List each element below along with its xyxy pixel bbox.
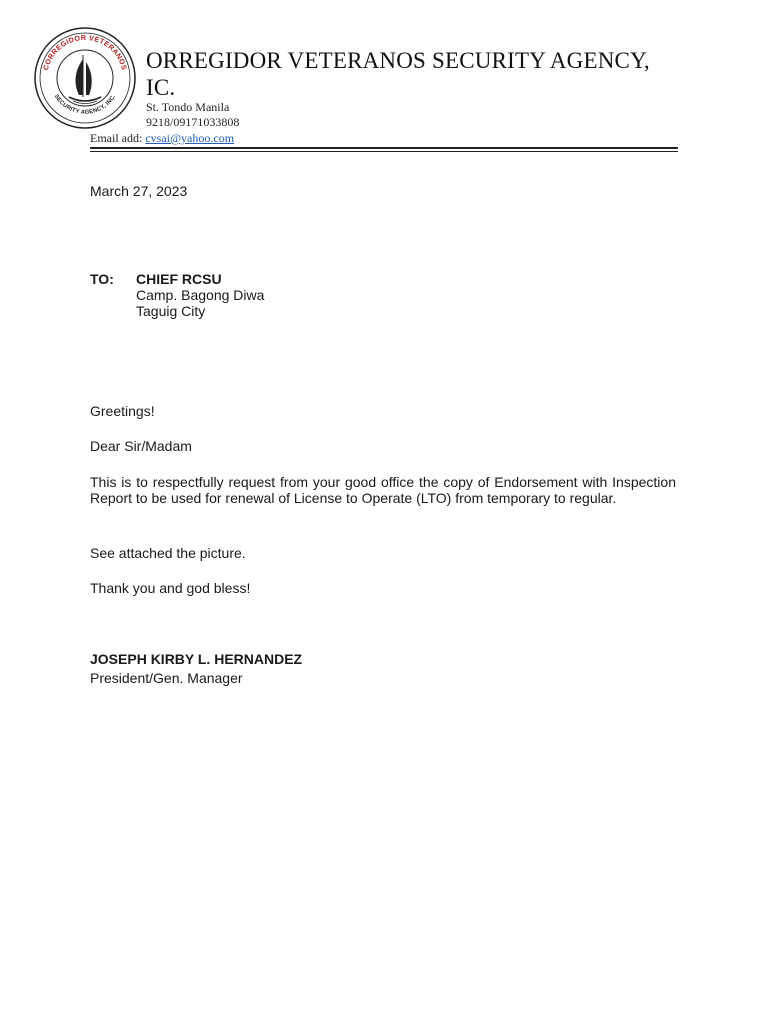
to-label: TO:: [90, 271, 114, 287]
closing: Thank you and god bless!: [90, 580, 251, 596]
signatory-name: JOSEPH KIRBY L. HERNANDEZ: [90, 651, 303, 667]
company-name-line2: IC.: [146, 75, 176, 100]
letter-date: March 27, 2023: [90, 183, 188, 199]
letterhead-divider-thin: [90, 151, 678, 152]
recipient-name: CHIEF RCSU: [136, 271, 222, 287]
sailboat-seal-icon: [33, 15, 137, 141]
attachment-note: See attached the picture.: [90, 545, 246, 561]
salutation: Dear Sir/Madam: [90, 438, 192, 454]
logo-ring-top-text: CORREGIDOR VETERANOS: [40, 32, 130, 72]
company-name-line1: ORREGIDOR VETERANOS SECURITY AGENCY,: [146, 48, 650, 73]
company-email-line: [90, 131, 234, 145]
signatory-title: President/Gen. Manager: [90, 670, 243, 686]
company-name: [146, 47, 686, 101]
greeting: Greetings!: [90, 403, 155, 419]
email-label: Email add:: [90, 131, 143, 145]
company-phone: 9218/09171033808: [146, 115, 240, 129]
recipient-address-line1: Camp. Bagong Diwa: [136, 287, 265, 303]
email-link[interactable]: cvsai@yahoo.com: [145, 131, 235, 145]
letter-body-paragraph: This is to respectfully request from your good office the copy of Endorsement with Inspection Report to be used for renewal of License to Operate (LTO) from temporary to regular.: [90, 474, 676, 506]
company-logo: [33, 15, 137, 141]
logo-ring-bottom-text: SECURITY AGENCY, INC.: [52, 93, 118, 116]
recipient-block: [136, 271, 264, 319]
letterhead-divider: [90, 147, 678, 149]
recipient-address-line2: Taguig City: [136, 303, 206, 319]
company-address: St. Tondo Manila: [146, 100, 230, 114]
